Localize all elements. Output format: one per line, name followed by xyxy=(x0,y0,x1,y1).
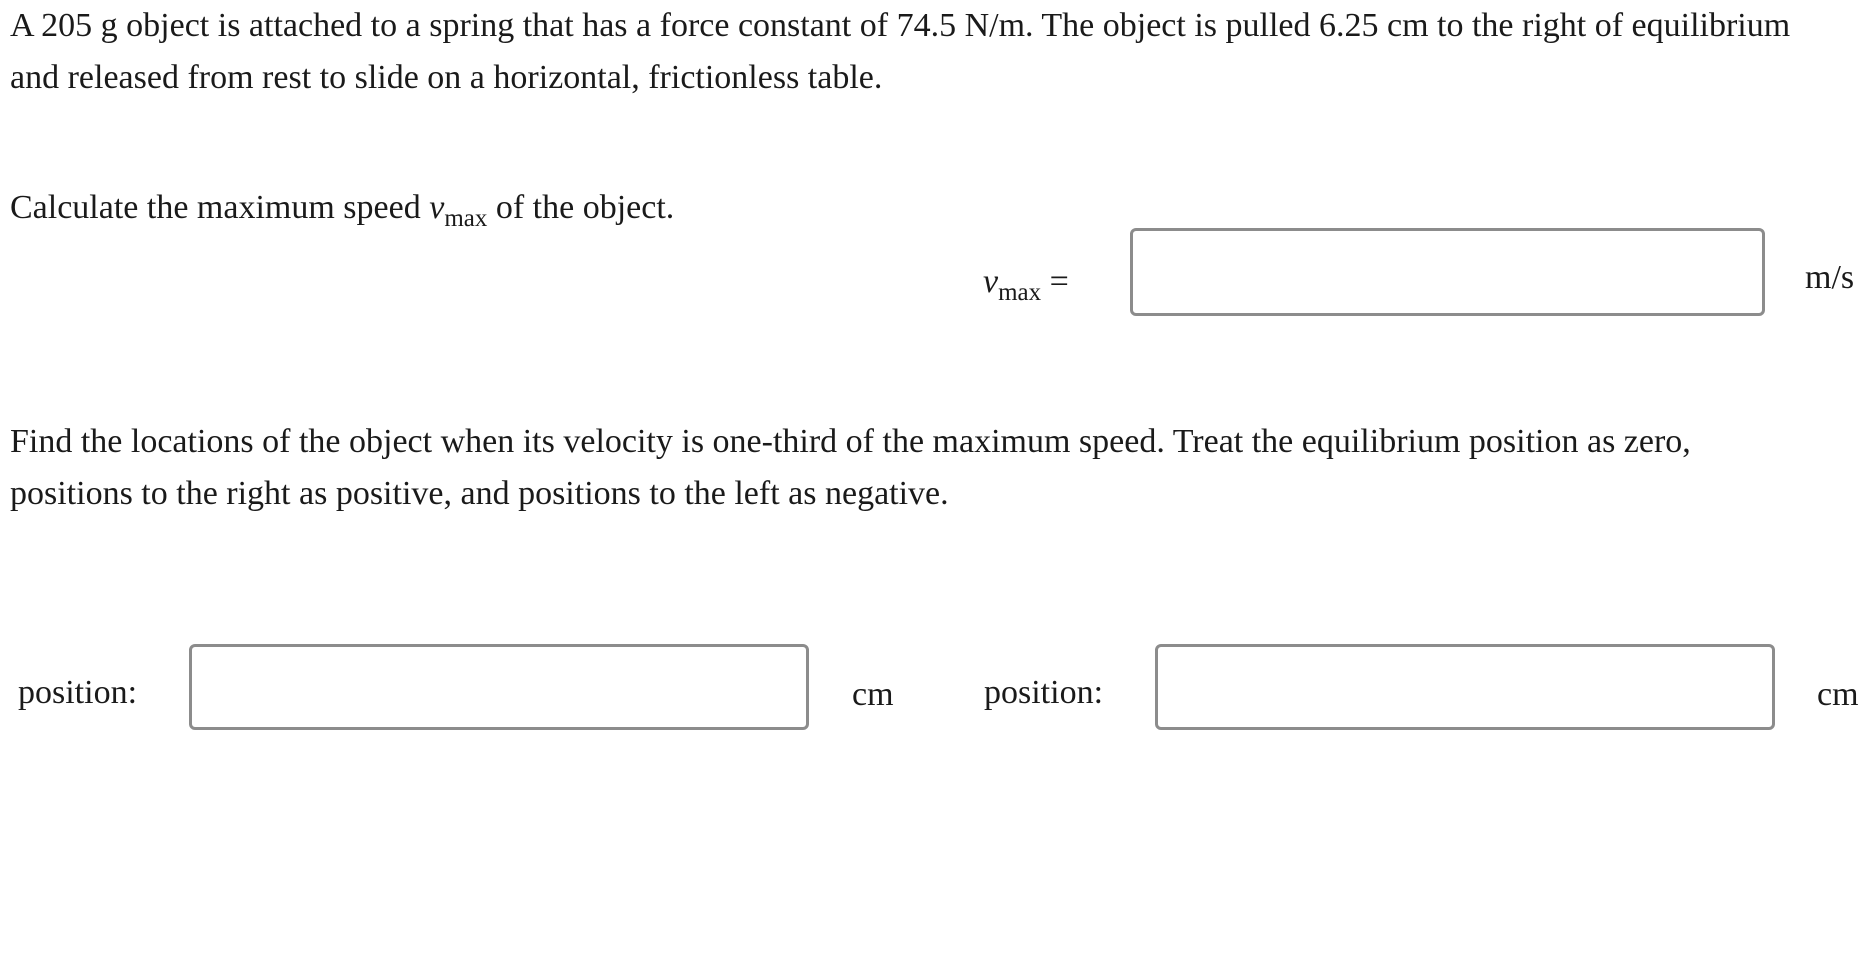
vmax-label: $v_{max}$ = xyxy=(983,263,1069,306)
vmax-unit: m/s xyxy=(1805,259,1855,296)
position-2-label: position: xyxy=(984,674,1104,711)
vmax-answer-input[interactable] xyxy=(1130,228,1765,316)
question-max-speed-text-end: of the object. xyxy=(487,189,675,226)
question-max-speed-text: Calculate the maximum speed xyxy=(10,189,430,226)
position-1-unit: cm xyxy=(852,676,894,713)
vmax-symbol: $v_{max}$ xyxy=(429,189,488,232)
question-positions: Find the locations of the object when its velocity is one-third of the maximum speed. Treat the equilibrium position as zero, positions to the right as positive, and positions to the left as negative. xyxy=(10,423,1691,512)
position-1-label: position: xyxy=(18,674,138,711)
position-1-input[interactable] xyxy=(189,644,809,730)
problem-statement: A 205 g object is attached to a spring that has a force constant of 74.5 N/m. The object is pulled 6.25 cm to the right of equilibrium and released from rest to slide on a horizontal, frictionless table. xyxy=(10,7,1791,96)
question-max-speed xyxy=(10,182,674,237)
position-2-input[interactable] xyxy=(1155,644,1775,730)
position-2-unit: cm xyxy=(1817,676,1859,713)
